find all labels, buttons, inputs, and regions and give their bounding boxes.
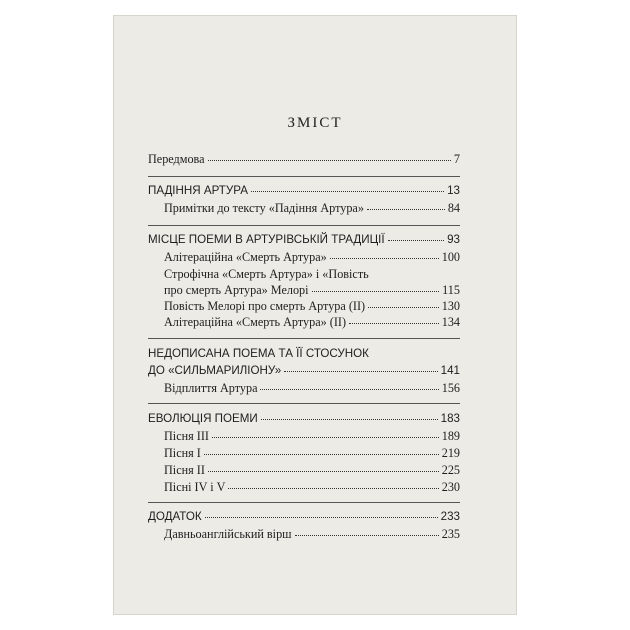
leader-dots [312, 291, 440, 292]
toc-entry [148, 365, 460, 377]
toc-entry-page: 219 [441, 446, 460, 460]
toc-entry [148, 511, 460, 523]
toc-entry [164, 202, 460, 214]
leader-dots [205, 517, 438, 518]
toc-entry-text: Пісні IV і V [164, 480, 226, 494]
leader-dots [212, 437, 439, 438]
toc-entry-page: 134 [441, 315, 460, 329]
section-divider [148, 338, 460, 339]
toc-entry-text: МІСЦЕ ПОЕМИ В АРТУРІВСЬКІЙ ТРАДИЦІЇ [148, 233, 385, 246]
toc-entry-text: Пісня I [164, 446, 201, 460]
leader-dots [204, 454, 439, 455]
leader-dots [388, 240, 444, 241]
leader-dots [251, 191, 444, 192]
leader-dots [367, 209, 445, 210]
toc-entry-page: 183 [440, 412, 460, 425]
toc-entry [148, 153, 460, 165]
toc-entry-page: 156 [441, 381, 460, 395]
toc-title: ЗМІСТ [287, 115, 343, 131]
toc-entry [164, 284, 460, 296]
toc-entry-page: 225 [441, 463, 460, 477]
leader-dots [208, 471, 439, 472]
leader-dots [208, 160, 451, 161]
toc-entry-text: Алітераційна «Смерть Артура» [164, 250, 327, 264]
leader-dots [284, 371, 437, 372]
toc-entry [148, 413, 460, 425]
toc-entry-text: Пісня II [164, 463, 205, 477]
toc-entry-text: ЕВОЛЮЦІЯ ПОЕМИ [148, 412, 258, 425]
toc-entry [164, 382, 460, 394]
toc-entry-text: ДОДАТОК [148, 510, 202, 523]
leader-dots [349, 323, 439, 324]
toc-entry-text: Давньоанглійський вірш [164, 527, 292, 541]
toc-entry-page: 115 [442, 283, 460, 297]
toc-entry-text: Пісня III [164, 429, 209, 443]
toc-entry-page: 189 [441, 429, 460, 443]
toc-entry [164, 528, 460, 540]
section-divider [148, 502, 460, 503]
toc-entry-page: 93 [447, 233, 460, 246]
toc-entry [164, 447, 460, 459]
toc-entry-page: 84 [447, 201, 460, 215]
section-divider [148, 403, 460, 404]
toc-entry-text: про смерть Артура» Мелорі [164, 283, 309, 297]
toc-entry [164, 300, 460, 312]
toc-entry-text: Примітки до тексту «Падіння Артура» [164, 201, 364, 215]
toc-entry [164, 464, 460, 476]
leader-dots [260, 389, 438, 390]
toc-entry-text: Повість Мелорі про смерть Артура (II) [164, 299, 366, 313]
toc-entry-text: ПАДІННЯ АРТУРА [148, 184, 248, 197]
toc-entry-text: ДО «СИЛЬМАРИЛІОНУ» [148, 364, 282, 377]
toc-entry-page: 233 [440, 510, 460, 523]
toc-entry-page: 13 [447, 184, 460, 197]
toc-entry-page: 235 [441, 527, 460, 541]
toc-entry-page: 7 [453, 152, 460, 166]
toc-entry-page: 230 [441, 480, 460, 494]
toc-entry [164, 430, 460, 442]
leader-dots [368, 307, 439, 308]
toc-entry [164, 481, 460, 493]
toc-entry [164, 316, 460, 328]
toc-entry-page: 130 [441, 299, 460, 313]
leader-dots [330, 258, 439, 259]
toc-entry-text: НЕДОПИСАНА ПОЕМА ТА ЇЇ СТОСУНОК [148, 347, 369, 360]
section-divider [148, 225, 460, 226]
toc-entry [164, 251, 460, 263]
section-divider [148, 176, 460, 177]
toc-entry [148, 234, 460, 246]
toc-entry-page: 141 [440, 364, 460, 377]
toc-entry-text: Алітераційна «Смерть Артура» (II) [164, 315, 346, 329]
toc-entry [148, 185, 460, 197]
leader-dots [228, 488, 438, 489]
toc-entry-text: Строфічна «Смерть Артура» і «Повість [164, 267, 369, 281]
toc-entry-text: Відплиття Артура [164, 381, 258, 395]
leader-dots [295, 535, 439, 536]
toc-entry-text: Передмова [148, 152, 205, 166]
toc-entry-page: 100 [441, 250, 460, 264]
leader-dots [261, 419, 438, 420]
